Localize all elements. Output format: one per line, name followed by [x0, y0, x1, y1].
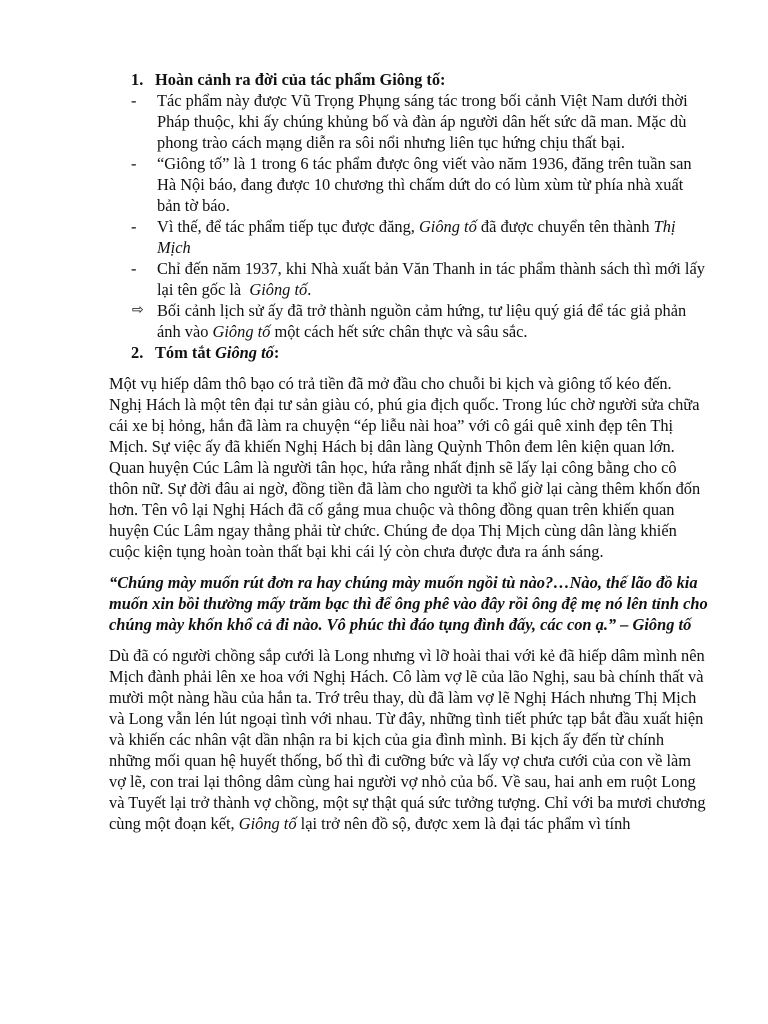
list-item [111, 216, 708, 258]
list-item-text: Chỉ đến năm 1937, khi Nhà xuất bản Văn Thanh in tác phẩm thành sách thì mới lấy lại tên gốc là Giông tố. [157, 259, 710, 299]
section-2-number: 2. [131, 343, 144, 362]
dash-bullet: - [131, 259, 137, 278]
section-2-title: Tóm tắt Giông tố: [155, 343, 280, 362]
list-item [111, 258, 708, 300]
section-1-number: 1. [131, 70, 144, 89]
dash-bullet: - [131, 154, 137, 173]
summary-paragraph-2: Dù đã có người chồng sắp cưới là Long nhưng vì lỡ hoài thai với kẻ đã hiếp dâm mình nên Mịch đành phải lên xe hoa với Nghị Hách. Cô làm vợ lẽ của lão Nghị, sau bà chính thất và mười một nàng hầu của hắn ta. Trớ trêu thay, dù đã làm vợ lẽ Nghị Hách nhưng Thị Mịch và Long vẫn lén lút ngoại tình với nhau. Từ đây, những tình tiết phức tạp bắt đầu xuất hiện và khiến các nhân vật dần nhận ra bi kịch của gia đình mình. Bi kịch ấy đến từ chính những mối quan hệ huyết thống, bố thì đi cưỡng bức và lấy vợ chưa cưới của con về làm vợ lẽ, con trai lại thông dâm cùng hai người vợ nhỏ của bố. Về sau, hai anh em ruột Long và Tuyết lại trở thành vợ chồng, một sự thật quá sức tưởng tượng. Chỉ với ba mươi chương cùng một đoạn kết, Giông tố lại trở nên đồ sộ, được xem là đại tác phẩm vì tính [109, 646, 706, 833]
section-1-title: Hoàn cảnh ra đời của tác phẩm Giông tố: [155, 70, 446, 89]
dash-bullet: - [131, 91, 137, 110]
list-item [111, 90, 708, 153]
list-item-text: Vì thế, để tác phẩm tiếp tục được đăng, Giông tố đã được chuyển tên thành Thị Mịch [157, 217, 676, 257]
list-item [111, 153, 708, 216]
dash-bullet: - [131, 217, 137, 236]
quote-block: “Chúng mày muốn rút đơn ra hay chúng mày muốn ngồi tù nào?…Nào, thế lão đồ kia muốn xin bồi thường mấy trăm bạc thì để ông phê vào đây rồi ông đệ mẹ nó lên tỉnh cho chúng mày khốn khổ cả đi nào. Vô phúc thì đáo tụng đình đấy, các con ạ.” – Giông tố [109, 573, 708, 634]
list-item-text: “Giông tố” là 1 trong 6 tác phẩm được ông viết vào năm 1936, đăng trên tuần san Hà Nội báo, đang được 10 chương thì chấm dứt do có lùm xùm từ phía nhà xuất bản tờ báo. [157, 154, 692, 215]
list-item-text: Tác phẩm này được Vũ Trọng Phụng sáng tác trong bối cảnh Việt Nam dưới thời Pháp thuộc, khi ấy chúng khủng bố và đàn áp người dân hết sức dã man. Mặc dù phong trào cách mạng diễn ra sôi nổi nhưng liên tục hứng chịu thất bại. [157, 91, 688, 152]
section-1-heading [111, 69, 708, 90]
list-item-conclusion [111, 300, 708, 342]
section-2-heading [111, 342, 708, 363]
summary-paragraph-1: Một vụ hiếp dâm thô bạo có trả tiền đã mở đầu cho chuỗi bi kịch và giông tố kéo đến. Nghị Hách là một tên đại tư sản giàu có, phú gia địch quốc. Trong lúc chờ người sửa chữa cái xe bị hỏng, hắn đã làm ra chuyện “ép liễu nài hoa” với cô gái quê xinh đẹp tên Thị Mịch. Sự việc ấy đã khiến Nghị Hách bị dân làng Quỳnh Thôn đem lên kiện quan lớn. Quan huyện Cúc Lâm là người tân học, hứa rằng nhất định sẽ lấy lại công bằng cho cô thôn nữ. Sự đời đâu ai ngờ, đồng tiền đã làm cho người ta khổ giờ lại càng thêm khốn đốn hơn. Tên vô lại Nghị Hách đã cố gắng mua chuộc và thông đồng quan trên khiến quan huyện Cúc Lâm ngay thẳng phải từ chức. Chúng đe dọa Thị Mịch cùng dân làng khiến cuộc kiện tụng hoàn toàn thất bại khi cái lý còn chưa được đưa ra ánh sáng. [109, 374, 701, 561]
section-1-list [111, 90, 708, 342]
right-arrow-icon: ⇨ [132, 302, 144, 318]
list-item-text: Bối cảnh lịch sử ấy đã trở thành nguồn cảm hứng, tư liệu quý giá để tác giả phản ánh vào Giông tố một cách hết sức chân thực và sâu sắc. [157, 301, 687, 341]
